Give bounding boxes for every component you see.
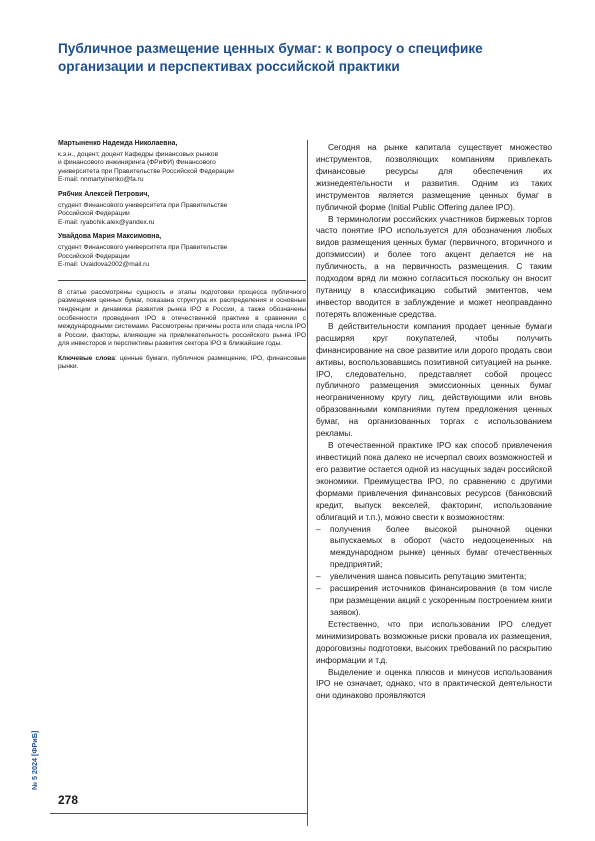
author-email: E-mail: nnmartyinenko@fa.ru [58,176,144,184]
article-title: Публичное размещение ценных бумаг: к вопросу о специфике организации и перспективах российской практики [58,41,483,74]
author-affiliation-line: к.э.н., доцент, доцент Кафедры финансовых рынков [58,150,219,158]
list-item-text: получения более высокой рыночной оценки выпускаемых в оборот (часто недооцененных на международном рынке) ценных бумаг отечественных предприятий; [330,523,552,570]
author-affiliation-line: студент Финансового университета при Правительстве [58,201,228,209]
body-text [316,142,552,702]
list-dash: – [316,583,321,594]
author-block [58,140,306,185]
list-dash: – [316,523,321,534]
author-block [58,191,306,227]
abstract-divider [58,280,306,281]
author-name: Мартыненко Надежда Николаевна, [58,140,178,147]
abstract: В статье рассмотрены сущность и этапы подготовки процесса публичного размещения ценных бумаг, показана структура их распределения и основные тенденции и динамика развития рынка IPO в России, а также обозначены особенности проведения IPO в отечественной практике в сравнении с международными системами. Рассмотрены причины роста или спада числа IPO в России, факторы, влияющие на привлекательность российского рынка IPO для инвесторов и перспективы развития сектора IPO в ближайшие годы. [58,288,306,348]
advantages-list [316,524,552,619]
column-divider [307,140,308,826]
author-affiliation-line: университета при Правительстве Российской Федерации [58,167,234,175]
author-affiliation-line: Российской Федерации [58,210,130,218]
keywords-text: : ценные бумаги, публичное размещение, IPO, финансовые рынки. [58,354,307,371]
journal-issue-label: № 5 2024 [ФРиБ] [30,730,39,790]
list-item-text: увеличения шанса повысить репутацию эмитента; [330,571,527,582]
list-item [316,524,552,572]
author-name: Увайдова Мария Максимовна, [58,233,162,241]
body-paragraph: Естественно, что при использовании IPO следует минимизировать возможные риски провала их размещения, дороговизны подготовки, высоких требований по раскрытию информации и т.д. [316,618,552,665]
left-column [58,140,306,372]
body-paragraph: Сегодня на рынке капитала существует множество инструментов, позволяющих компаниям привлекать финансовые ресурсы для обеспечения их жизнедеятельности и развития. Одним из таких инструментов является размещение ценных бумаг в публичной форме (Initial Public Offering далее IPO). [316,142,552,212]
body-paragraph: В действительности компания продает ценные бумаги расширяя круг покупателей, чтобы получить финансирование на свое развитие или дорого продать свои активы, воспользовавшись позитивной ситуацией на рынке. IPO, следовательно, представляет собой процесс публичного размещения эмиссионных ценных бумаг неограниченному кругу лиц, действующими или вновь образованными компаниями путем предложения ценных бумаг, на организованных торгах с использованием рекламы. [316,320,552,439]
body-paragraph: В терминологии российских участников биржевых торгов часто понятие IPO используется для обозначения любых видов размещения ценных бумаг (первичного, вторичного и допэмиссии) и более того акцент делается не на публичность, а на первичность размещения. С таким подходом вряд ли можно согласиться поскольку он вносит путаницу в классификацию событий эмитентов, чем инвестор вводится в заблуждение и может неоправданно потерять вложенные средства. [316,213,552,319]
author-email: E-mail: ryabchik.alex@yandex.ru [58,218,155,226]
body-paragraph: В отечественной практике IPO как способ привлечения инвестиций пока далеко не исчерпал своих возможностей и его развитие остается одной из насущных задач российской экономики. Преимущества IPO, по сравнению с другими формами привлечения финансовых ресурсов (банковский кредит, выпуск векселей, факторинг, использование облигаций и т.п.), можно свести к возможностям: [316,440,552,522]
list-item [316,571,552,583]
body-paragraph: Выделение и оценка плюсов и минусов использования IPO не означает, однако, что в практической деятельности они одинаково проявляются [316,666,552,701]
author-affiliation-line: и финансового инжиниринга (ФРиФИ) Финансового [58,159,216,167]
list-item-text: расширения источников финансирования (в том числе при размещении акций с ускоренным построением книги заявок). [330,583,552,617]
author-name: Рябчик Алексей Петрович, [58,190,150,198]
footer-rule [50,813,308,814]
keywords-label: Ключевые слова [58,354,115,362]
author-affiliation-line: студент Финансового университета при Правительстве [58,243,228,251]
list-item [316,583,552,619]
author-affiliation-line: Российской Федерации [58,252,130,260]
keywords [58,355,306,372]
author-block [58,233,306,269]
page-number: 278 [58,793,79,807]
author-email: E-mail: Uvaidova2002@mail.ru [58,261,149,269]
list-dash: – [316,571,321,582]
